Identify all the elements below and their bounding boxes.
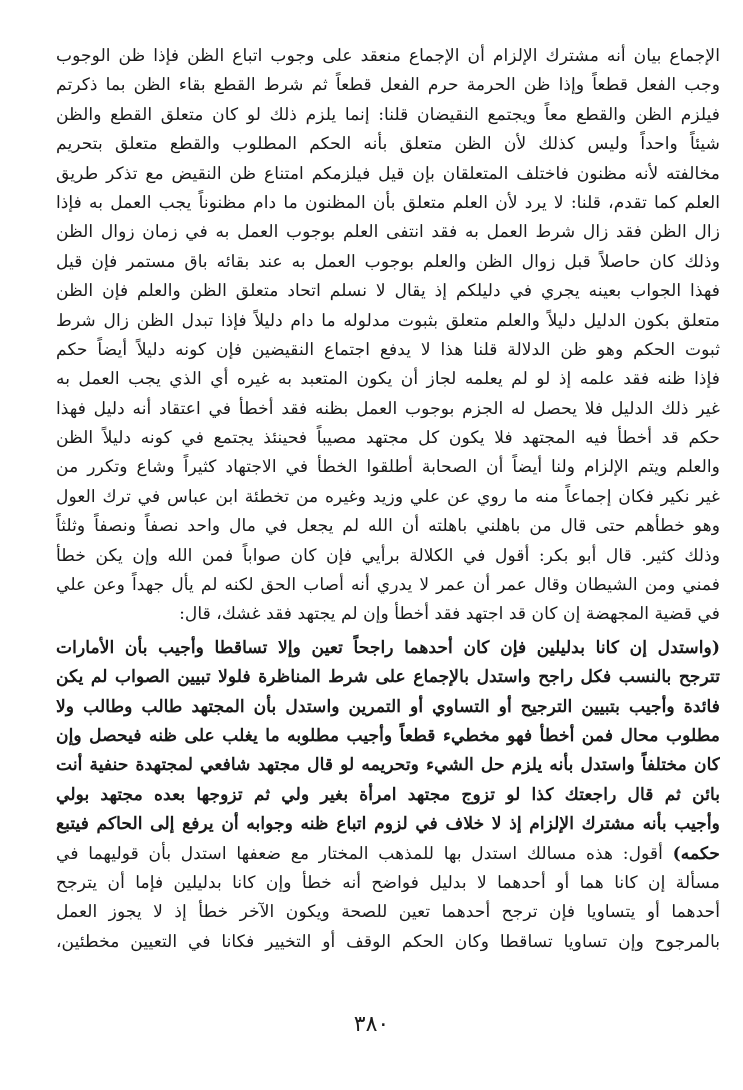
matn-line: بائن ثم قال راجعتك كذا لو تزوج مجتهد امرأة بغير ولي ثم تزوجها بعده مجتهد بولي — [56, 784, 720, 805]
matn-line: (واستدل إن كانا بدليلين فإن كان أحدهما راجحاً تعين وإلا تساقطا وأجيب بأن الأمارات — [56, 637, 720, 658]
text-line: وجب الفعل قطعاً وإذا ظن الحرمة حرم الفعل قطعاً ثم شرط القطع بقاء الظن بما ذكرتم — [56, 75, 720, 96]
page-number: ٣٨٠ — [353, 1012, 390, 1037]
matn-line: كان مختلفاً واستدل بأنه يلزم حل الشيء وتحريمه لو قال مجتهد شافعي لمجتهدة حنفية أنت — [56, 755, 720, 776]
commentary-opening: أقول: هذه مسالك استدل بها للمذهب المختار مع ضعفها استدل بأن قوليهما في — [56, 843, 673, 864]
text-line: في قضية المجهضة إن كان قد اجتهد فقد أخطأ وإن لم يجتهد فقد غشك، قال: — [179, 604, 720, 625]
matn-paragraph — [56, 634, 720, 869]
commentary-paragraph-1 — [56, 42, 720, 630]
text-line: غير نكير فكان إجماعاً منه ما روي عن علي وزيد وغيره من تخطئة ابن عباس في ترك العول — [56, 486, 720, 507]
text-line: الإجماع بيان أنه مشترك الإلزام أن الإجماع منعقد على وجوب اتباع الظن فإذا ظن الوجوب — [56, 46, 720, 66]
mixed-line — [56, 840, 720, 869]
text-line: وذلك كثير. قال أبو بكر: أقول في الكلالة برأيي فإن كان صواباً فمن الله وإن يكن خطأ — [56, 545, 720, 566]
matn-line: وأجيب بأنه مشترك الإلزام إذ لا خلاف في لزوم اتباع ظنه وجوابه أن يرفع إلى الحاكم فيتبع — [56, 814, 720, 835]
matn-closing-word: حكمه) — [672, 843, 720, 864]
text-line: بالمرجوح وإن تساويا تساقطا وكان الحكم الوقف أو التخيير فكانا في التعيين مخطئين، — [56, 931, 720, 952]
text-line: شيئاً واحداً وليس كذلك لأن الظن متعلق بأنه الحكم المطلوب والقطع متعلق بتحريم — [56, 134, 720, 155]
text-line: زال الظن فقد زال شرط العمل به فقد انتفى العلم بوجوب العمل به في زمان زوال الظن — [56, 222, 720, 243]
text-line: فمني ومن الشيطان وقال عمر أن عمر لا يدري أنه أصاب الحق لكنه لم يأل جهداً وعن علي — [56, 575, 720, 596]
text-line: متعلق بكون الدليل دليلاً والعلم متعلق بثبوت مدلوله ما دام دليلاً فإذا تبدل الظن زال شرط — [56, 310, 720, 331]
matn-line: مطلوب محال فمن أخطأ فهو مخطيء قطعاً وأجيب مطلوبه ما يغلب على ظنه فيحصل وإن — [56, 725, 720, 746]
text-line: فإذا ظنه فقد علمه إذ لو لم يعلمه لجاز أن يكون المتعبد به غيره أي الذي يجب العمل به — [56, 369, 720, 390]
text-line: مخالفته لأنه مظنون فاختلف المتعلقان بإن قيل فيلزمكم امتناع ظن النقيض مع تذكر طريق — [56, 163, 720, 184]
text-line: العلم كما تقدم، قلنا: لا يرد لأن العلم متعلق بأن المظنون ما دام مظنوناً يجب العمل به فإذا — [56, 192, 720, 213]
commentary-paragraph-2 — [56, 869, 720, 957]
page-body — [56, 42, 720, 957]
text-line: أحدهما أو يتساويا فإن ترجح أحدهما تعين للصحة ويكون الآخر خطأ إذ لا يجوز العمل — [56, 902, 720, 923]
matn-line: فائدة وأجيب بتبيين الترجيح أو التساوي أو التمرين واستدل بأن المجتهد طالب وطالب ولا — [56, 696, 720, 717]
text-line: فهذا الجواب بعينه يجري في دليلكم إذ يقال لا نسلم اتحاد متعلق الظن والعلم فإن الظن — [56, 281, 720, 302]
text-line: مسألة إن كانا هما أو أحدهما لا بدليل فواضح أنه خطأ وإن كانا بدليلين فإما أن يترجح — [56, 872, 720, 893]
text-line: فيلزم الظن والقطع معاً ويجتمع النقيضان قلنا: إنما يلزم ذلك لو كان متعلق القطع والظن — [56, 104, 720, 125]
text-line: وهو خطأهم حتى قال من باهلني باهلته أن الله لم يجعل في مال واحد نصفاً ونصفاً وثلثاً — [56, 516, 720, 537]
text-line: ثبوت الحكم وهو ظن الدلالة قلنا هذا لا يدفع اجتماع النقيضين فإن كونه دليلاً أيضاً حكم — [56, 339, 720, 360]
text-line: والعلم ويتم الإلزام ولنا أيضاً أن الصحابة أطلقوا الخطأ في الاجتهاد كثيراً وشاع وتكرر من — [56, 457, 720, 478]
text-line: غير ذلك الدليل فلا يحصل له الجزم بوجوب العمل بظنه فقد أخطأ في اعتقاد أنه دليل فهذا — [56, 398, 720, 419]
text-line: وذلك كان حاصلاً قبل زوال الظن والعلم بوجوب العمل به عند بقائه باق مستمر فإن قيل — [56, 251, 720, 272]
matn-line: تترجح بالنسب فكل راجح واستدل بالإجماع على شرط المناظرة فلولا تبيين الصواب لم يكن — [56, 667, 720, 688]
text-line: حكم قد أخطأ فيه المجتهد فلا يكون كل مجتهد مصيباً فحينئذ يجتمع في كونه دليلاً الظن — [56, 428, 720, 449]
